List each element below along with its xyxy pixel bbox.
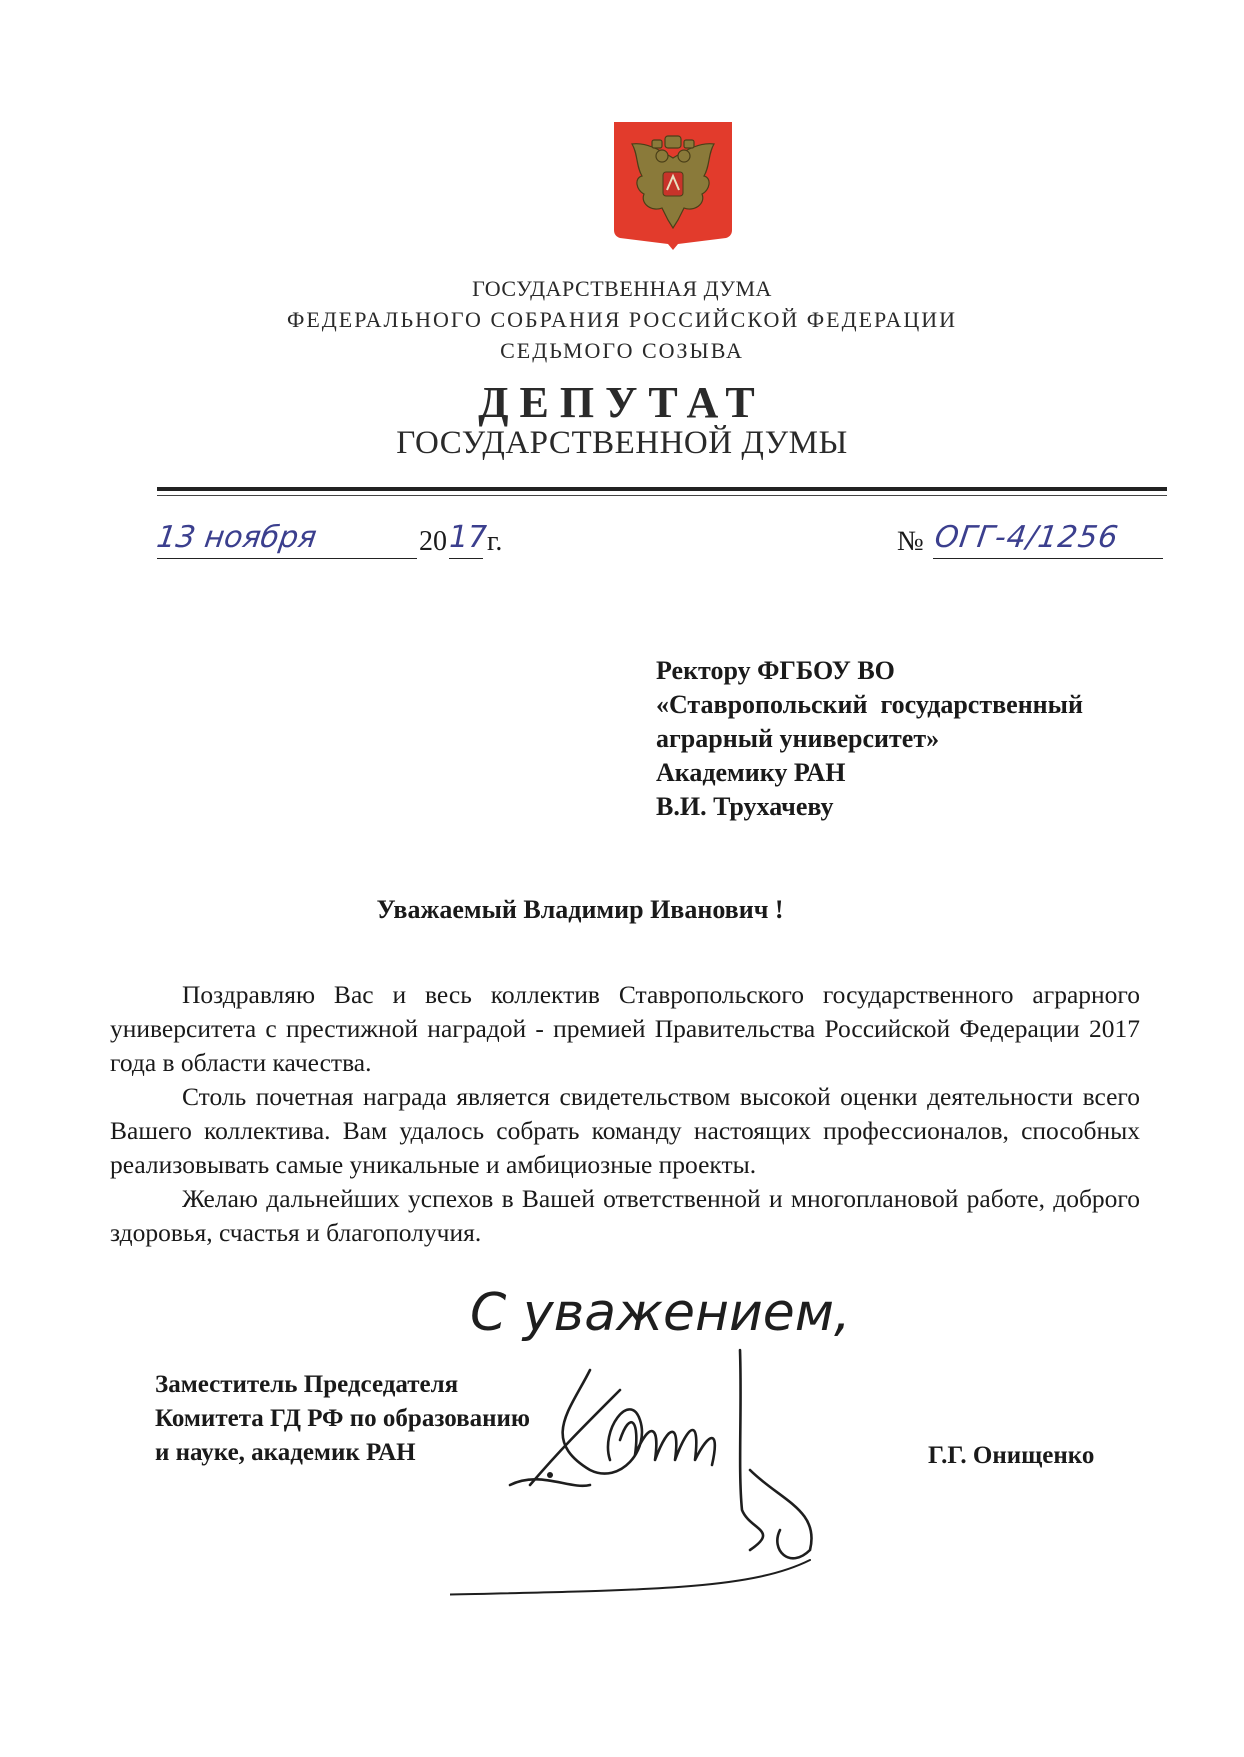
date-printed-suffix: г. [487, 526, 503, 557]
number-underline [933, 558, 1163, 559]
signatory-title-line-3: и науке, академик РАН [155, 1439, 416, 1466]
document-number-field [897, 520, 1167, 560]
addressee-line-3: аграрный университет» [656, 724, 940, 753]
signatory-title-line-1: Заместитель Председателя [155, 1371, 459, 1398]
addressee-line-5: В.И. Трухачеву [656, 792, 834, 821]
coat-of-arms-emblem-icon [612, 120, 734, 252]
date-underline [157, 558, 417, 559]
year-underline [449, 558, 483, 559]
number-handwritten: ОГГ-4/1256 [932, 520, 1121, 555]
header-line-3: СЕДЬМОГО СОЗЫВА [500, 338, 744, 363]
signature-closing-handwritten: С уважением, [470, 1283, 851, 1343]
date-handwritten: 13 ноября [154, 520, 319, 555]
header-line-1: ГОСУДАРСТВЕННАЯ ДУМА [472, 276, 772, 301]
header-subtitle: ГОСУДАРСТВЕННОЙ ДУМЫ [396, 425, 848, 461]
header-title: ДЕПУТАТ [478, 378, 766, 427]
header-divider-thin [157, 495, 1167, 496]
addressee-line-4: Академику РАН [656, 758, 846, 787]
body-paragraph-1: Поздравляю Вас и весь коллектив Ставропольского государственного аграрного университета с престижной наградой - премией Правительства Российской Федерации 2017 года в области качества. [110, 980, 1140, 1077]
salutation-text: Уважаемый Владимир Иванович ! [376, 895, 784, 924]
body-paragraph-2: Столь почетная награда является свидетельством высокой оценки деятельности всего Вашего коллектива. Вам удалось собрать команду настоящих профессионалов, способных реализовывать самые уникальные и амбициозные проекты. [110, 1082, 1140, 1179]
number-sign: № [897, 526, 924, 557]
signatory-name: Г.Г. Онищенко [928, 1442, 1095, 1469]
signatory-title-line-2: Комитета ГД РФ по образованию [155, 1405, 531, 1432]
addressee-block [656, 654, 1083, 824]
addressee-line-2: «Ставропольский государственный [656, 690, 1083, 719]
date-handwritten-year: 17 [449, 520, 488, 555]
date-printed-prefix: 20 [419, 526, 447, 557]
body-paragraph-3: Желаю дальнейших успехов в Вашей ответственной и многоплановой работе, доброго здоровья, счастья и благополучия. [110, 1184, 1140, 1247]
header-line-2: ФЕДЕРАЛЬНОГО СОБРАНИЯ РОССИЙСКОЙ ФЕДЕРАЦИИ [286, 307, 957, 332]
signatory-title [155, 1368, 530, 1470]
header-divider-thick [157, 487, 1167, 491]
addressee-line-1: Ректору ФГБОУ ВО [656, 656, 895, 685]
letter-body [110, 978, 1140, 1250]
salutation [0, 895, 1244, 925]
